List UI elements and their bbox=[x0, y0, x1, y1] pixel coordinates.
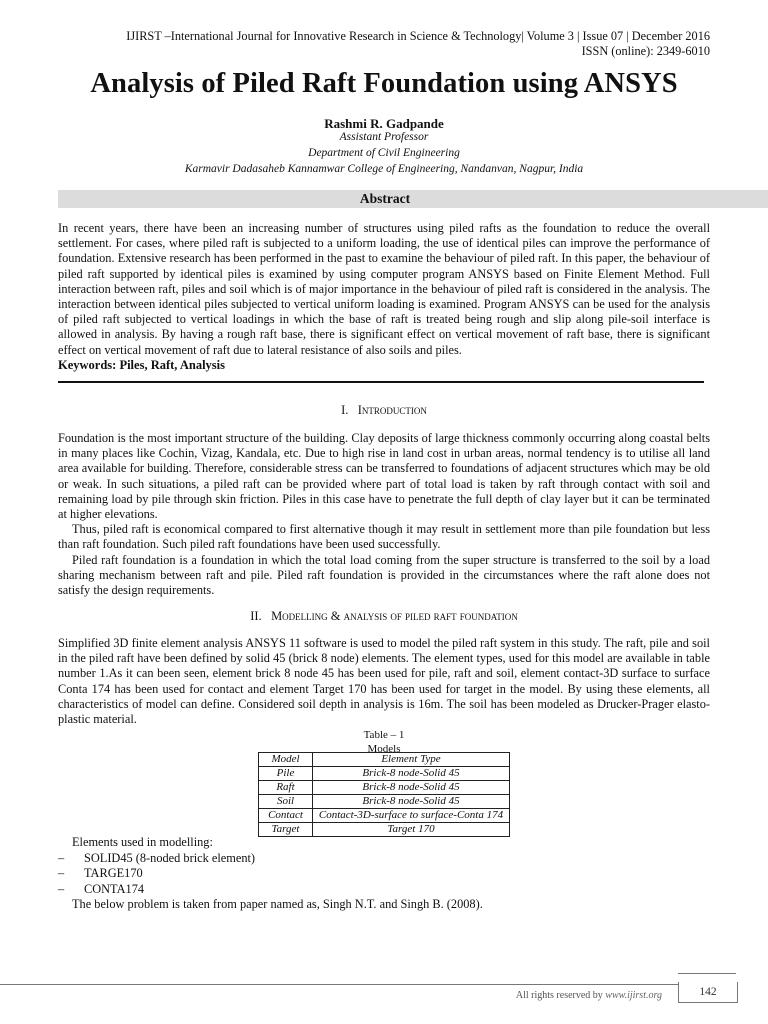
abstract-text bbox=[58, 221, 710, 358]
list-item-text: CONTA174 bbox=[84, 881, 145, 896]
keywords: Keywords: Piles, Raft, Analysis bbox=[58, 358, 226, 372]
table-header-cell: Model bbox=[259, 753, 313, 767]
elements-list bbox=[58, 835, 483, 913]
table-number: Table – 1 bbox=[363, 729, 405, 741]
list-item-text: TARGE170 bbox=[84, 866, 143, 880]
table-cell: Pile bbox=[259, 767, 313, 781]
page-box-top-rule bbox=[678, 973, 736, 974]
table-row bbox=[259, 781, 510, 795]
list-bullet: – bbox=[58, 881, 65, 896]
issn-line: ISSN (online): 2349-6010 bbox=[581, 44, 710, 58]
introduction-body bbox=[58, 431, 710, 598]
footer-rights bbox=[516, 990, 662, 1001]
modelling-paragraph-1: Simplified 3D finite element analysis ANSYS 11 software is used to model the piled raft system in this study. The raft, pile and soil in the piled raft have been defined by solid 45 (brick 8 node) elements. The element types, used for this model are available in table number 1.As it can been seen, element brick 8 node 45 has been used for pile, raft and soil, element contact-3D surface to surface Conta 174 has been used for contact and element Target 170 has been used for target in the model. By using these elements, all characteristics of model can define. Considered soil depth in analysis is 16m. The soil has been modeled as Drucker-Prager elasto-plastic material. bbox=[58, 636, 710, 727]
list-bullet: – bbox=[58, 850, 65, 865]
section-title: Introduction bbox=[357, 403, 427, 417]
table-cell: Target 170 bbox=[313, 823, 510, 837]
table-header-row bbox=[259, 753, 510, 767]
elements-closing: The below problem is taken from paper named as, Singh N.T. and Singh B. (2008). bbox=[72, 897, 483, 911]
author-college: Karmavir Dadasaheb Kannamwar College of Engineering, Nandanvan, Nagpur, India bbox=[184, 163, 584, 175]
table-row bbox=[259, 767, 510, 781]
table-cell: Soil bbox=[259, 795, 313, 809]
list-item-text: SOLID45 (8-noded brick element) bbox=[84, 850, 256, 865]
author-name: Rashmi R. Gadpande bbox=[324, 116, 444, 131]
table-cell: Target bbox=[259, 823, 313, 837]
table-header-cell: Element Type bbox=[313, 753, 510, 767]
section-heading-introduction bbox=[0, 403, 768, 418]
abstract-heading: Abstract bbox=[359, 191, 411, 206]
table-cell: Brick-8 node-Solid 45 bbox=[313, 767, 510, 781]
elements-intro: Elements used in modelling: bbox=[72, 835, 213, 849]
section-title: Modelling & analysis of piled raft foundation bbox=[271, 609, 518, 623]
table-cell: Raft bbox=[259, 781, 313, 795]
list-item bbox=[58, 851, 483, 867]
section-number: I. bbox=[341, 403, 349, 417]
intro-paragraph-2: Thus, piled raft is economical compared to first alternative though it may result in settlement more than pile foundation but less than raft foundation. Such piled raft foundations have been used successfully. bbox=[58, 522, 710, 552]
abstract-paragraph: In recent years, there have been an increasing number of structures using piled rafts as the foundation to reduce the overall settlement. For cases, where piled raft is subjected to a uniform loading, the use of identical piles can improve the performance of foundation. Extensive research has been performed in the past to examine the behaviour of piled raft. In this paper, the behaviour of piled raft supported by identical piles is examined by using computer program ANSYS based on Finite Element Method. Full interaction between raft, piles and soil which is of major importance in the behaviour of piled raft is considered in the analysis. The interaction between identical piles subjected to vertical uniform loading is examined. Program ANSYS can be used for the analysis of piled raft subjected to vertical loadings in which the base of raft is treated being rough and slip along pile-soil interface is allowed in analysis. By having a rough raft base, there is significant effect on vertical movement of raft base, there is significant effect on vertical movement of raft due to lateral resistance of also soils and piles. bbox=[58, 221, 710, 357]
page-number: 142 bbox=[678, 982, 738, 1003]
models-table bbox=[258, 752, 510, 837]
list-item bbox=[58, 866, 483, 882]
table-row bbox=[259, 795, 510, 809]
journal-site-link[interactable]: www.ijirst.org bbox=[605, 990, 662, 1001]
list-bullet: – bbox=[58, 866, 65, 880]
intro-paragraph-3: Piled raft foundation is a foundation in which the total load coming from the super structure is transferred to the soil by a load sharing mechanism between raft and pile. Piled raft foundation is provided in the circumstances where the raft alone does not satisfy the design requirements. bbox=[58, 552, 710, 598]
section-divider bbox=[58, 381, 704, 383]
modelling-body bbox=[58, 636, 710, 727]
table-cell: Brick-8 node-Solid 45 bbox=[313, 795, 510, 809]
table-cell: Contact bbox=[259, 809, 313, 823]
author-department: Department of Civil Engineering bbox=[308, 147, 460, 159]
author-position: Assistant Professor bbox=[339, 131, 429, 143]
table-cell: Contact-3D-surface to surface-Conta 174 bbox=[313, 809, 510, 823]
rights-text: All rights reserved by bbox=[515, 990, 606, 1001]
paper-title: Analysis of Piled Raft Foundation using ANSYS bbox=[90, 68, 678, 99]
journal-header: IJIRST –International Journal for Innovative Research in Science & Technology| Volume 3 | Issue 07 | December 2016 bbox=[126, 29, 710, 43]
table-cell: Brick-8 node-Solid 45 bbox=[313, 781, 510, 795]
table-title: Models bbox=[367, 743, 401, 755]
footer-rule bbox=[0, 984, 678, 985]
section-heading-modelling bbox=[0, 609, 768, 624]
list-item bbox=[58, 882, 483, 898]
section-number: II. bbox=[250, 609, 262, 623]
table-row bbox=[259, 809, 510, 823]
intro-paragraph-1: Foundation is the most important structure of the building. Clay deposits of large thickness commonly occurring along coastal belts in many places like Cochin, Vizag, Kandala, etc. Due to high rise in land cost in urban areas, normal tendency is to utilise all land area available for building. Therefore, considerable stress can be transferred to foundations of adjacent structures which may be old or weak. In such situations, a piled raft can be provided where part of total load is taken by raft through contact with soil and remaining load by pile through skin friction. Piles in this case have to penetrate the full depth of clay layer but it can be terminated at higher elevations. bbox=[58, 431, 710, 522]
